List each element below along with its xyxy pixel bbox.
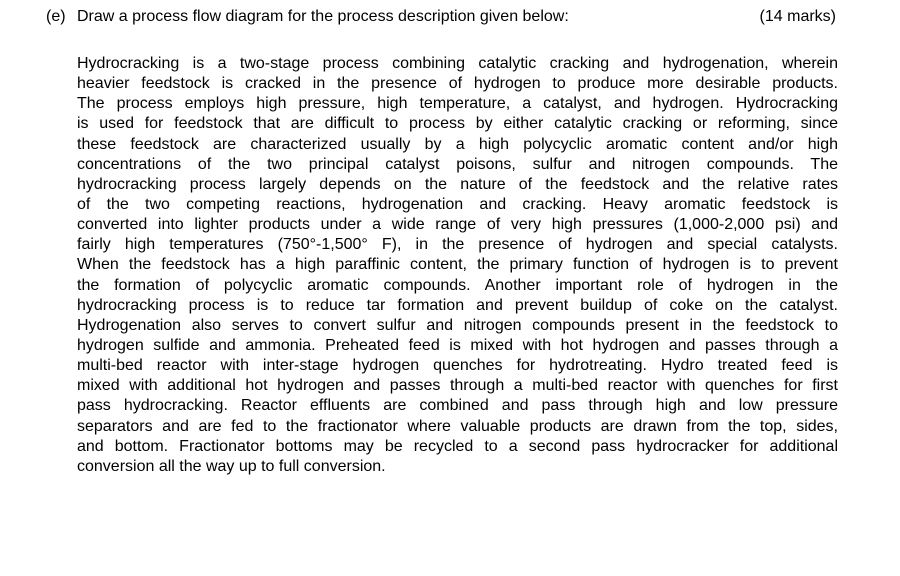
question-prompt: Draw a process flow diagram for the process description given below: bbox=[77, 8, 569, 25]
process-description bbox=[77, 54, 838, 477]
description-line: The process employs high pressure, high temperature, a catalyst, and hydrogen. Hydrocracking bbox=[77, 95, 838, 113]
description-line: hydrocracking process is to reduce tar formation and prevent buildup of coke on the catalyst. bbox=[77, 296, 838, 314]
description-line: Hydrogenation also serves to convert sulfur and nitrogen compounds present in the feedstock to bbox=[77, 316, 838, 334]
description-line: Hydrocracking is a two-stage process combining catalytic cracking and hydrogenation, wherein bbox=[77, 55, 838, 72]
description-line: the formation of polycyclic aromatic compounds. Another important role of hydrogen in the bbox=[77, 276, 838, 294]
description-line: fairly high temperatures (750°-1,500° F), in the presence of hydrogen and special catalysts. bbox=[77, 236, 838, 254]
description-line: hydrocracking process largely depends on the nature of the feedstock and the relative rates bbox=[77, 175, 838, 193]
description-line: these feedstock are characterized usually by a high polycyclic aromatic content and/or high bbox=[77, 135, 838, 153]
description-line: is used for feedstock that are difficult to process by either catalytic cracking or reforming, since bbox=[77, 115, 838, 133]
question-header bbox=[46, 7, 836, 27]
description-line: conversion all the way up to full conversion. bbox=[77, 457, 386, 475]
description-line: When the feedstock has a high paraffinic content, the primary function of hydrogen is to prevent bbox=[77, 256, 838, 274]
description-line: multi-bed reactor with inter-stage hydrogen quenches for hydrotreating. Hydro treated feed is bbox=[77, 357, 838, 375]
description-line: separators and are fed to the fractionator where valuable products are drawn from the top, sides, bbox=[77, 417, 838, 435]
description-line: hydrogen sulfide and ammonia. Preheated feed is mixed with hot hydrogen and passes through a bbox=[77, 336, 838, 354]
description-line: and bottom. Fractionator bottoms may be recycled to a second pass hydrocracker for additional bbox=[77, 437, 838, 455]
question-label: (e) bbox=[46, 8, 66, 25]
description-line: pass hydrocracking. Reactor effluents are combined and pass through high and low pressure bbox=[77, 397, 838, 415]
description-line: heavier feedstock is cracked in the presence of hydrogen to produce more desirable products. bbox=[77, 75, 838, 93]
description-line: mixed with additional hot hydrogen and passes through a multi-bed reactor with quenches for first bbox=[77, 377, 838, 395]
description-line: of the two competing reactions, hydrogenation and cracking. Heavy aromatic feedstock is bbox=[77, 195, 838, 213]
description-line: converted into lighter products under a wide range of very high pressures (1,000-2,000 psi) and bbox=[77, 216, 838, 234]
description-line: concentrations of the two principal catalyst poisons, sulfur and nitrogen compounds. The bbox=[77, 155, 838, 173]
question-marks: (14 marks) bbox=[759, 8, 836, 25]
